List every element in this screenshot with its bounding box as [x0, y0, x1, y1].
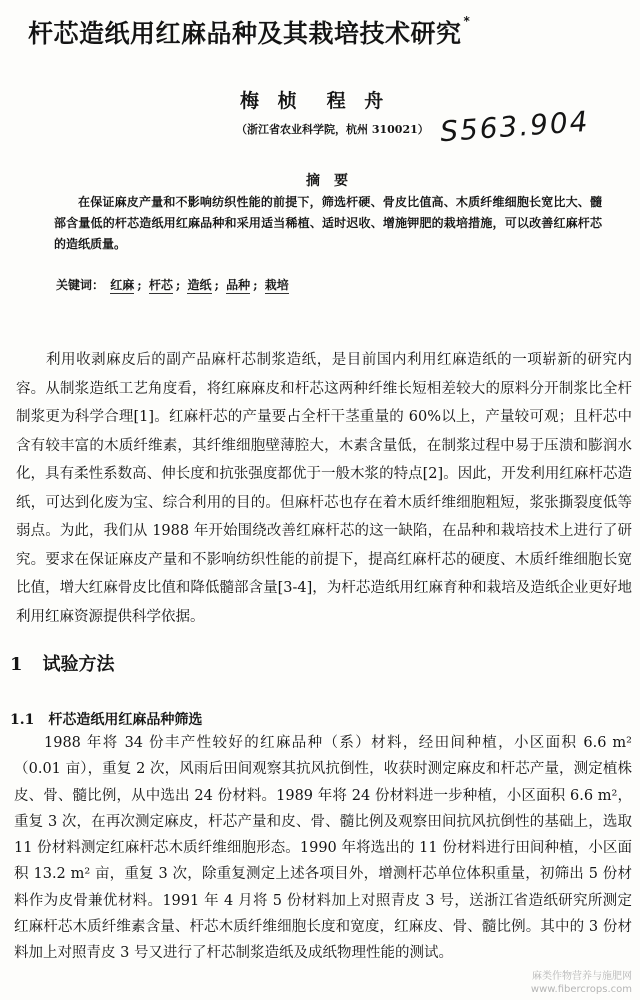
- keyword: 造纸: [187, 278, 212, 292]
- keywords-label: 关键词：: [56, 278, 105, 292]
- handwritten-classification-note: S563.904: [439, 104, 591, 149]
- keywords-line: 关键词： 红麻 ; 杆芯 ; 造纸 ; 品种 ; 栽培: [56, 278, 289, 292]
- site-watermark: [531, 970, 632, 996]
- author-name: 梅 桢: [240, 90, 303, 112]
- abstract-text: 在保证麻皮产量和不影响纺织性能的前提下，筛选杆硬、骨皮比值高、木质纤维细胞长宽比大、髓部含量低的杆芯造纸用红麻品种和采用适当稀植、适时迟收、增施钾肥的栽培措施，可以改善红麻杆芯的造纸质量。: [54, 195, 602, 251]
- paper-title: [28, 14, 608, 50]
- keyword: 栽培: [264, 278, 289, 292]
- subsection-title: 杆芯造纸用红麻品种筛选: [48, 712, 203, 728]
- paper-title-text: 杆芯造纸用红麻品种及其栽培技术研究: [28, 19, 462, 48]
- authors: [240, 86, 389, 113]
- keyword: 杆芯: [148, 278, 173, 292]
- section-number: 1: [10, 654, 23, 675]
- keyword: 红麻: [110, 278, 135, 292]
- affiliation: （浙江省农业科学院，杭州 310021）: [236, 123, 429, 136]
- keyword: 品种: [226, 278, 251, 292]
- section-title: 试验方法: [42, 654, 115, 675]
- abstract-heading: 摘要: [306, 173, 362, 189]
- introduction-paragraph: 利用收剥麻皮后的副产品麻杆芯制浆造纸，是目前国内利用红麻造纸的一项崭新的研究内容。从制浆造纸工艺角度看，将红麻麻皮和杆芯这两种纤维长短相差较大的原料分开制浆比全杆制浆更为科学合理[1]。红麻杆芯的产量要占全杆干茎重量的 60%以上，产量较可观；且杆芯中含有较丰富的木质纤维素，其纤维细胞壁薄腔大，木素含量低，在制浆过程中易于压溃和膨润水化，具有柔性系数高、伸长度和抗张强度都优于一般木浆的特点[2]。因此，开发利用红麻杆芯造纸，可达到化废为宝、综合利用的目的。但麻杆芯也存在着木质纤维细胞粗短，浆张撕裂度低等弱点。为此，我们从 1988 年开始围绕改善红麻杆芯的这一缺陷，在品种和栽培技术上进行了研究。要求在保证麻皮产量和不影响纺织性能的前提下，提高红麻杆芯的硬度、木质纤维细胞长宽比值，增大红麻骨皮比值和降低髓部含量[3-4]，为杆芯造纸用红麻育种和栽培及造纸企业更好地利用红麻资源提供科学依据。: [16, 352, 632, 625]
- author-name: 程 舟: [326, 90, 390, 112]
- subsection-heading: [10, 709, 202, 729]
- title-footnote-mark: *: [463, 14, 471, 28]
- watermark-line: www.fibercrops.com: [530, 984, 632, 995]
- section-heading: [10, 650, 115, 676]
- subsection-number: 1.1: [10, 712, 35, 728]
- subsection-paragraph: 1988 年将 34 份丰产性较好的红麻品种（系）材料，经田间种植，小区面积 6.6 m²（0.01 亩），重复 2 次，风雨后田间观察其抗风抗倒性，收获时测定麻皮和杆芯产量，测定植株皮、骨、髓比例，从中选出 24 份材料。1989 年将 24 份材料进一步种植，小区面积 6.6 m²，重复 3 次，在再次测定麻皮，杆芯产量和皮、骨、髓比例及观察田间抗风抗倒性的基础上，选取 11 份材料测定红麻杆芯木质纤维细胞形态。1990 年将选出的 11 份材料进行田间种植，小区面积 13.2 m² 亩，重复 3 次，除重复测定上述各项目外，增测杆芯单位体积重量，初筛出 5 份材料作为皮骨兼优材料。1991 年 4 月将 5 份材料加上对照青皮 3 号，送浙江省造纸研究所测定红麻杆芯木质纤维素含量、杆芯木质纤维细胞长度和宽度，红麻皮、骨、髓比例。其中的 3 份材料加上对照青皮 3 号又进行了杆芯制浆造纸及成纸物理性能的测试。: [14, 735, 632, 962]
- watermark-line: 麻类作物营养与施肥网: [532, 971, 632, 982]
